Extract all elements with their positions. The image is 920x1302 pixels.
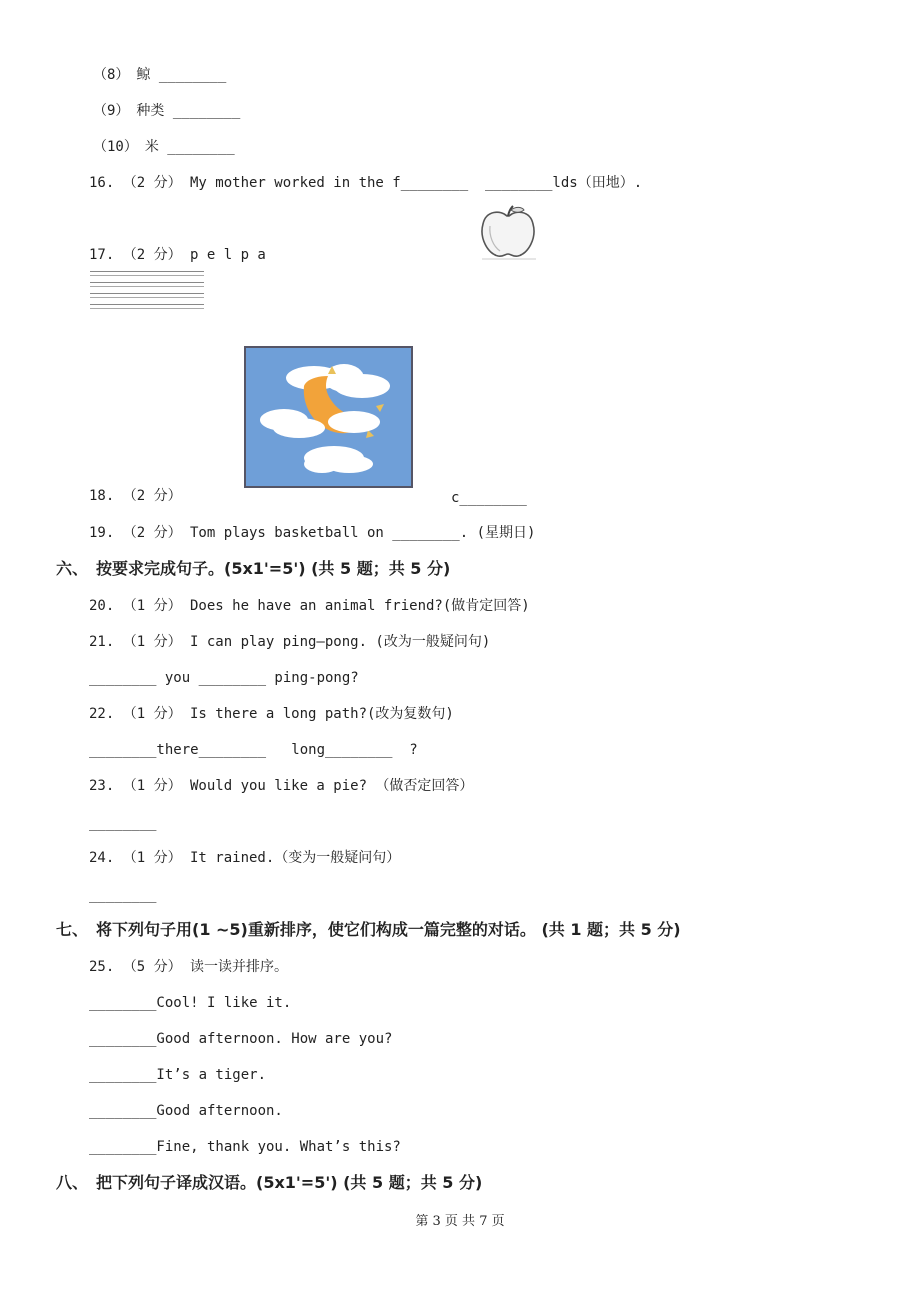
question-20: 20. （1 分） Does he have an animal friend?(做肯定回答) <box>89 598 530 614</box>
question-18: 18. （2 分） <box>89 488 182 504</box>
sun-clouds-picture <box>244 346 413 488</box>
dialogue-line: ________It’s a tiger. <box>89 1067 267 1083</box>
apple-icon <box>476 204 540 262</box>
answer-23: ________ <box>89 815 157 831</box>
question-19: 19. （2 分） Tom plays basketball on ________. (星期日) <box>89 525 536 541</box>
handwriting-lines <box>90 271 204 319</box>
question-25: 25. （5 分） 读一读并排序。 <box>89 959 289 975</box>
item-q15-9: （9） 种类 ________ <box>93 103 241 119</box>
item-q15-10: （10） 米 ________ <box>93 139 235 155</box>
page-footer: 第 3 页 共 7 页 <box>415 1214 505 1229</box>
answer-24: ________ <box>89 887 157 903</box>
question-17: 17. （2 分） p e l p a <box>89 247 266 263</box>
dialogue-line: ________Good afternoon. <box>89 1103 283 1119</box>
section-6-title: 六、 按要求完成句子。(5x1'=5') (共 5 题；共 5 分) <box>56 559 451 578</box>
question-18-blank: c________ <box>451 490 527 506</box>
section-7-title: 七、 将下列句子用(1 ~5)重新排序，使它们构成一篇完整的对话。 (共 1 题；共 5 分) <box>56 920 681 939</box>
dialogue-line: ________Good afternoon. How are you? <box>89 1031 393 1047</box>
answer-22: ________there________ long________ ? <box>89 742 418 758</box>
question-24: 24. （1 分） It rained.（变为一般疑问句） <box>89 850 401 866</box>
answer-21: ________ you ________ ping-pong? <box>89 670 359 686</box>
question-21: 21. （1 分） I can play ping—pong. (改为一般疑问句) <box>89 634 491 650</box>
item-q15-8: （8） 鲸 ________ <box>93 67 227 83</box>
question-22: 22. （1 分） Is there a long path?(改为复数句) <box>89 706 454 722</box>
question-23: 23. （1 分） Would you like a pie? （做否定回答） <box>89 778 474 794</box>
section-8-title: 八、 把下列句子译成汉语。(5x1'=5') (共 5 题；共 5 分) <box>56 1173 483 1192</box>
dialogue-line: ________Cool! I like it. <box>89 995 292 1011</box>
question-16: 16. （2 分） My mother worked in the f________ ________lds（田地）. <box>89 175 643 191</box>
dialogue-line: ________Fine, thank you. What’s this? <box>89 1139 401 1155</box>
